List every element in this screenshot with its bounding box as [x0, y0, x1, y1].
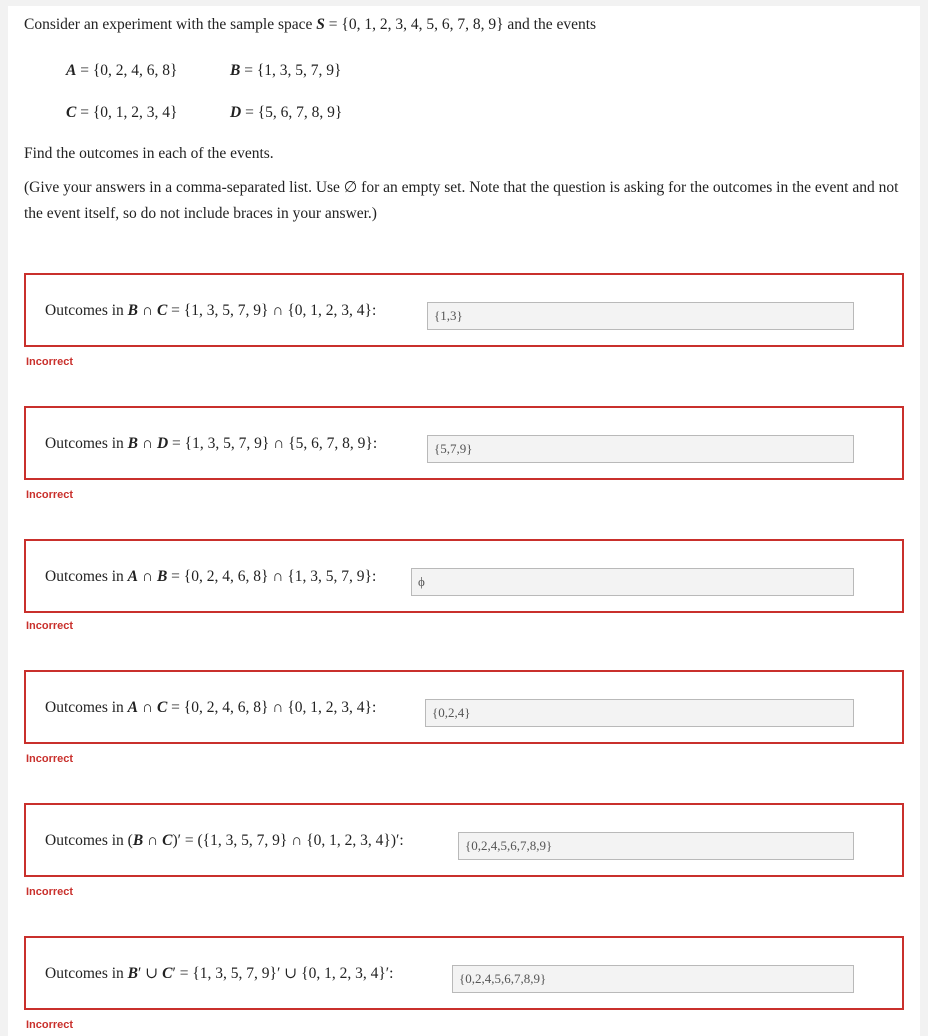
- answer-input-6[interactable]: {0,2,4,5,6,7,8,9}: [452, 965, 854, 993]
- question-box-2: [24, 406, 904, 480]
- status-incorrect-5: Incorrect: [26, 886, 74, 898]
- status-incorrect-3: Incorrect: [26, 620, 74, 632]
- answer-input-3[interactable]: ϕ: [411, 568, 854, 596]
- question-label-2: Outcomes in B ∩ D = {1, 3, 5, 7, 9} ∩ {5, 6, 7, 8, 9}:: [45, 435, 378, 452]
- question-label-6: Outcomes in B′ ∪ C′ = {1, 3, 5, 7, 9}′ ∪ {0, 1, 2, 3, 4}′:: [45, 965, 394, 982]
- answer-input-5[interactable]: {0,2,4,5,6,7,8,9}: [458, 832, 854, 860]
- intro-before: Consider an experiment with the sample space: [24, 16, 317, 33]
- status-incorrect-2: Incorrect: [26, 489, 74, 501]
- event-b: B = {1, 3, 5, 7, 9}: [230, 62, 342, 79]
- question-page: [8, 6, 920, 1036]
- question-box-4: [24, 670, 904, 744]
- question-box-3: [24, 539, 904, 613]
- status-incorrect-6: Incorrect: [26, 1019, 74, 1031]
- question-box-5: [24, 803, 904, 877]
- answer-input-2[interactable]: {5,7,9}: [427, 435, 854, 463]
- question-label-5: Outcomes in (B ∩ C)′ = ({1, 3, 5, 7, 9} ∩ {0, 1, 2, 3, 4})′:: [45, 832, 404, 849]
- intro-text: [24, 16, 596, 34]
- answer-input-1[interactable]: {1,3}: [427, 302, 854, 330]
- sample-space-set: = {0, 1, 2, 3, 4, 5, 6, 7, 8, 9}: [324, 16, 504, 33]
- status-incorrect-4: Incorrect: [26, 753, 74, 765]
- answer-note: (Give your answers in a comma-separated list. Use ∅ for an empty set. Note that the question is asking for the outcomes in the event and not the event itself, so do not include braces in your answer.): [24, 179, 899, 222]
- question-box-1: [24, 273, 904, 347]
- question-label-3: Outcomes in A ∩ B = {0, 2, 4, 6, 8} ∩ {1, 3, 5, 7, 9}:: [45, 568, 377, 585]
- status-incorrect-1: Incorrect: [26, 356, 74, 368]
- event-d: D = {5, 6, 7, 8, 9}: [230, 104, 343, 121]
- question-box-6: [24, 936, 904, 1010]
- find-instruction: Find the outcomes in each of the events.: [24, 145, 274, 162]
- question-label-1: Outcomes in B ∩ C = {1, 3, 5, 7, 9} ∩ {0, 1, 2, 3, 4}:: [45, 302, 377, 319]
- event-a: A = {0, 2, 4, 6, 8}: [66, 62, 178, 79]
- event-c: C = {0, 1, 2, 3, 4}: [66, 104, 178, 121]
- question-label-4: Outcomes in A ∩ C = {0, 2, 4, 6, 8} ∩ {0, 1, 2, 3, 4}:: [45, 699, 377, 716]
- sample-space-var: S: [316, 16, 325, 33]
- answer-input-4[interactable]: {0,2,4}: [425, 699, 854, 727]
- intro-after: and the events: [503, 16, 597, 33]
